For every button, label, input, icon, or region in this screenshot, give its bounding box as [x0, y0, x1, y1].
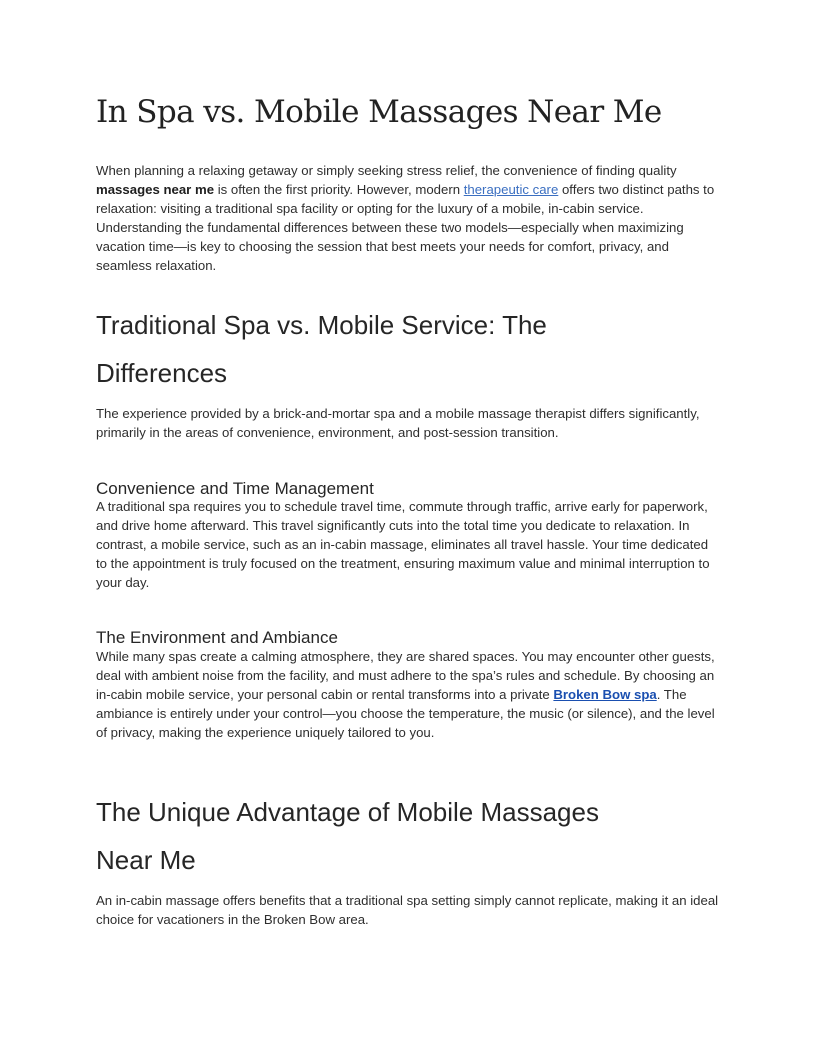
intro-text-1: When planning a relaxing getaway or simply seeking stress relief, the convenience of finding quality	[96, 163, 677, 178]
intro-bold-keyword: massages near me	[96, 182, 215, 197]
intro-paragraph	[96, 161, 720, 275]
environment-text-2: . The ambiance is entirely under your control—you choose the temperature, the music (or silence), and the level of privacy, making the experience uniquely tailored to you.	[96, 687, 715, 740]
advantage-paragraph: An in-cabin massage offers benefits that a traditional spa setting simply cannot replicate, making it an ideal choice for vacationers in the Broken Bow area.	[96, 893, 719, 927]
section-heading-differences	[96, 301, 720, 397]
therapeutic-care-link[interactable]: therapeutic care	[463, 182, 559, 197]
page-title: In Spa vs. Mobile Massages Near Me	[96, 94, 662, 130]
section-heading-advantage-line1: The Unique Advantage of Mobile Massages	[96, 797, 599, 827]
environment-paragraph	[96, 647, 720, 742]
section-heading-advantage	[96, 788, 720, 884]
section-heading-differences-line1: Traditional Spa vs. Mobile Service: The	[96, 310, 547, 340]
environment-text-1: While many spas create a calming atmosphere, they are shared spaces. You may encounter other guests, deal with ambient noise from the facility, and must adhere to the spa’s rules and schedule. By choosing an in-cabin mobile service, your personal cabin or rental transforms into a private	[96, 649, 715, 702]
section-heading-advantage-line2: Near Me	[96, 845, 196, 875]
subheading-environment: The Environment and Ambiance	[96, 628, 338, 647]
broken-bow-spa-link[interactable]: Broken Bow spa	[553, 687, 657, 702]
intro-text-3: offers two distinct paths to relaxation: visiting a traditional spa facility or opting for the luxury of a mobile, in-cabin service. Understanding the fundamental differences between these two models—especially when maximizing vacation time—is key to choosing the session that best meets your needs for comfort, privacy, and seamless relaxation.	[96, 182, 715, 273]
section-heading-differences-line2: Differences	[96, 358, 228, 388]
subheading-convenience: Convenience and Time Management	[96, 479, 374, 498]
intro-text-2: is often the first priority. However, modern	[214, 182, 464, 197]
differences-paragraph: The experience provided by a brick-and-mortar spa and a mobile massage therapist differs significantly, primarily in the areas of convenience, environment, and post-session transition.	[96, 406, 700, 440]
convenience-paragraph: A traditional spa requires you to schedule travel time, commute through traffic, arrive early for paperwork, and drive home afterward. This travel significantly cuts into the total time you dedicate to relaxation. In contrast, a mobile service, such as an in-cabin massage, eliminates all travel hassle. Your time dedicated to the appointment is truly focused on the treatment, ensuring maximum value and minimal interruption to your day.	[96, 499, 710, 590]
